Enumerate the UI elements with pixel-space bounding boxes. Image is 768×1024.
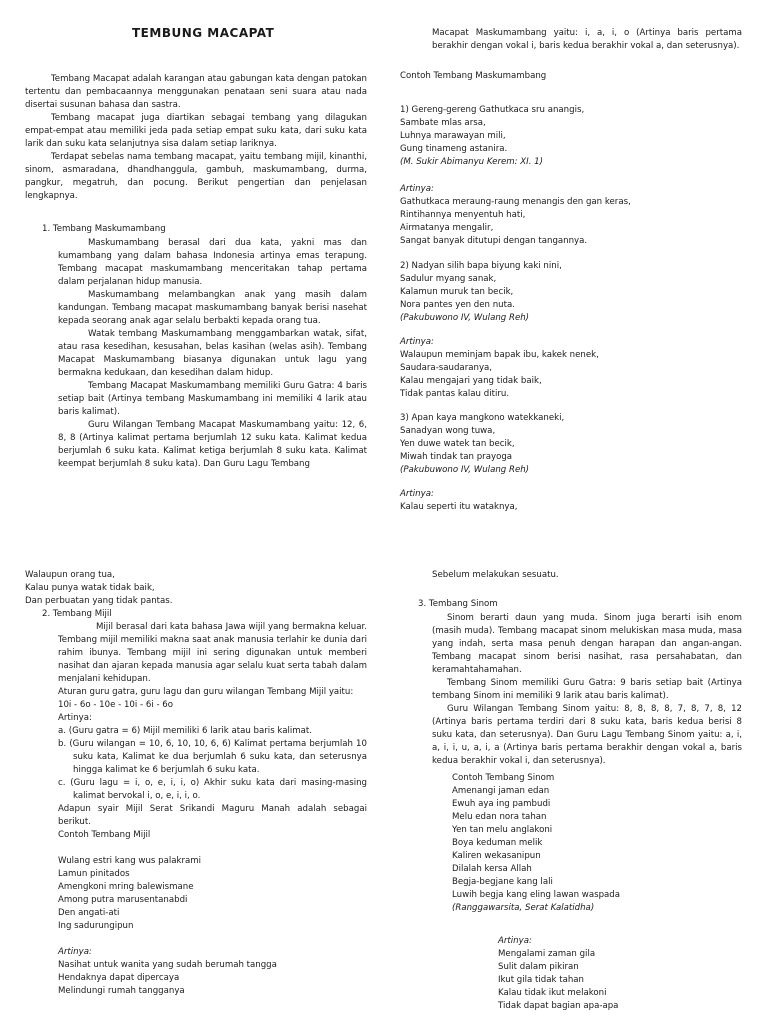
sinom-example xyxy=(452,772,620,915)
intro-section xyxy=(25,73,367,203)
mijil-rule-a: a. (Guru gatra = 6) Mijil memiliki 6 larik atau baris kalimat. xyxy=(58,726,313,736)
poem-line: Kaliren wekasanipun xyxy=(452,851,541,861)
mijil-rule-b: b. (Guru wilangan = 10, 6, 10, 10, 6, 6) Kalimat pertama berjumlah 10 suku kata, Kalimat ke dua berjumlah 6 suku kata, dan seterusnya hingga kalimat ke 6 berjumlah 6 suku kata. xyxy=(58,739,367,775)
maskumambang-paragraph-5: Guru Wilangan Tembang Macapat Maskumambang yaitu: 12, 6, 8, 8 (Artinya kalimat pertama berjumlah 12 suku kata. Kalimat kedua berjumlah 6 suku kata. Kalimat ketiga berjumlah 8 suku kata. Kalimat keempat berjumlah 8 suku kata). Dan Guru Lagu Tembang xyxy=(58,420,367,469)
poem-line: Boya keduman melik xyxy=(452,838,543,848)
translation-line: Sulit dalam pikiran xyxy=(498,962,579,972)
poem-line: Ewuh aya ing pambudi xyxy=(452,799,551,809)
poem-line: 2) Nadyan silih bapa biyung kaki nini, xyxy=(400,261,562,271)
artinya-label: Artinya: xyxy=(400,337,434,347)
sinom-paragraph-2: Tembang Sinom memiliki Guru Gatra: 9 baris setiap bait (Artinya tembang Sinom ini memiliki 9 larik atau baris kalimat). xyxy=(432,678,742,701)
translation-line: Walaupun meminjam bapak ibu, kakek nenek, xyxy=(400,350,599,360)
mijil-formula: 10i - 6o - 10e - 10i - 6i - 6o xyxy=(58,700,173,710)
poem-line: Nora pantes yen den nuta. xyxy=(400,300,515,310)
section-heading-maskumambang: 1. Tembang Maskumambang xyxy=(42,224,166,234)
poem-line: Lamun pinitados xyxy=(58,869,130,879)
translation-line: Ikut gila tidak tahan xyxy=(498,975,585,985)
poem-line: Kalamun muruk tan becik, xyxy=(400,287,514,297)
section-heading-mijil: 2. Tembang Mijil xyxy=(42,609,112,619)
maskumambang-translation-3 xyxy=(400,488,517,514)
maskumambang-translation-1 xyxy=(400,183,631,248)
artinya-label: Artinya: xyxy=(58,947,92,957)
translation-line: Tidak dapat bagian apa-apa xyxy=(498,1001,619,1011)
poem-line: Amengkoni mring balewismane xyxy=(58,882,194,892)
page-title: TEMBUNG MACAPAT xyxy=(132,26,275,40)
artinya-label: Artinya: xyxy=(498,936,532,946)
translation-line: Kalau tidak ikut melakoni xyxy=(498,988,607,998)
maskumambang-example-2 xyxy=(400,260,562,325)
poem-line: Miwah tindak tan prayoga xyxy=(400,452,513,462)
sinom-translation xyxy=(498,935,618,1013)
sinom-paragraph-3: Guru Wilangan Tembang Sinom yaitu: 8, 8, 8, 8, 7, 8, 7, 8, 12 (Artinya baris pertama terdiri dari 8 suku kata, baris kedua berisi 8 suku kata, dan seterusnya). Dan Guru Lagu Tembang Sinom yaitu: a, i, a, i, i, u, a, i, a (Artinya baris pertama berakhir dengan vokal a, baris kedua berakhir vokal i, dan seterusnya). xyxy=(432,704,742,766)
contoh-sinom-heading: Contoh Tembang Sinom xyxy=(452,773,555,783)
poem-line: Amenangi jaman edan xyxy=(452,786,550,796)
poem-line: 3) Apan kaya mangkono watekkaneki, xyxy=(400,413,565,423)
poem-line: Ing sadurungipun xyxy=(58,921,134,931)
intro-paragraph-3: Terdapat sebelas nama tembang macapat, yaitu tembang mijil, kinanthi, sinom, asmaradana, dhandhanggula, gambuh, maskumambang, durma, pangkur, megatruh, dan pocung. Berikut pengertian dan penjelasan lengkapnya. xyxy=(25,152,367,201)
mijil-aturan: Aturan guru gatra, guru lagu dan guru wilangan Tembang Mijil yaitu: xyxy=(58,687,354,697)
maskumambang-continued: Macapat Maskumambang yaitu: i, a, i, o (Artinya baris pertama berakhir dengan vokal i, baris kedua berakhir vokal a, dan seterusnya). xyxy=(432,28,742,51)
poem-line: Sambate mlas arsa, xyxy=(400,118,486,128)
poem-line: Gung tinameng astanira. xyxy=(400,144,508,154)
poem-line: Wulang estri kang wus palakrami xyxy=(58,856,202,866)
translation-line: Kalau mengajari yang tidak baik, xyxy=(400,376,542,386)
poem-line: Yen duwe watek tan becik, xyxy=(400,439,515,449)
intro-paragraph-2: Tembang macapat juga diartikan sebagai tembang yang dilagukan empat-empat atau memiliki jeda pada setiap empat suku kata, dari suku kata larik dan suku kata selanjutnya sisa dalam setiap lariknya. xyxy=(25,113,367,149)
poem-line: Den angati-ati xyxy=(58,908,120,918)
translation-line: Sangat banyak ditutupi dengan tangannya. xyxy=(400,236,588,246)
poem-line: Luwih begja kang eling lawan waspada xyxy=(452,890,621,900)
poem-source: (M. Sukir Abimanyu Kerem: XI. 1) xyxy=(400,157,543,167)
poem-line: Melu edan nora tahan xyxy=(452,812,547,822)
translation-line: Mengalami zaman gila xyxy=(498,949,596,959)
poem-line: Yen tan melu anglakoni xyxy=(452,825,553,835)
poem-source: (Pakubuwono IV, Wulang Reh) xyxy=(400,313,530,323)
sinom-body xyxy=(432,612,742,768)
artinya-label: Artinya: xyxy=(400,489,434,499)
poem-source: (Pakubuwono IV, Wulang Reh) xyxy=(400,465,530,475)
page2-col2-leadin: Sebelum melakukan sesuatu. xyxy=(432,570,559,580)
maskumambang-body xyxy=(58,237,367,471)
sinom-paragraph-1: Sinom berarti daun yang muda. Sinom juga berarti isih enom (masih muda). Tembang macapat sinom melukiskan masa muda, masa yang indah, serta masa penuh dengan harapan dan angan-angan. Tembang macapat sinom berisi nasihat, rasa persahabatan, dan keramahtahamahan. xyxy=(432,613,742,675)
maskumambang-paragraph-3: Watak tembang Maskumambang menggambarkan watak, sifat, atau rasa kesedihan, kesusahan, belas kasihan (welas asih). Tembang Macapat Maskumambang biasanya digunakan untuk lagu yang bermakna kedukaan, dan kesedihan dalam hidup. xyxy=(58,329,367,378)
translation-line: Saudara-saudaranya, xyxy=(400,363,493,373)
translation-line: Walaupun orang tua, xyxy=(25,570,115,580)
contoh-mijil-heading: Contoh Tembang Mijil xyxy=(58,830,151,840)
translation-line: Hendaknya dapat dipercaya xyxy=(58,973,180,983)
poem-line: Luhnya marawayan mili, xyxy=(400,131,506,141)
maskumambang-example-1 xyxy=(400,104,584,169)
poem-line: Sanadyan wong tuwa, xyxy=(400,426,496,436)
translation-line: Melindungi rumah tangganya xyxy=(58,986,185,996)
poem-line: Sadulur myang sanak, xyxy=(400,274,497,284)
mijil-paragraph-1: Mijil berasal dari kata bahasa Jawa wijil yang bermakna keluar. Tembang mijil memiliki makna saat anak manusia terlahir ke dunia dari rahim ibunya. Tembang mijil ini sering digunakan untuk memberi nasihat dan ajaran kepada manusia agar selalu kuat serta tabah dalam menjalani kehidupan. xyxy=(58,622,367,684)
translation-line: Dan perbuatan yang tidak pantas. xyxy=(25,596,173,606)
translation-line: Rintihannya menyentuh hati, xyxy=(400,210,526,220)
artinya-label: Artinya: xyxy=(400,184,434,194)
mijil-artinya: Artinya: xyxy=(58,713,92,723)
poem-line: Among putra marusentanabdi xyxy=(58,895,188,905)
page2-leadin xyxy=(25,569,173,608)
translation-line: Kalau seperti itu wataknya, xyxy=(400,502,518,512)
mijil-adapun: Adapun syair Mijil Serat Srikandi Maguru Manah adalah sebagai berikut. xyxy=(58,804,367,827)
contoh-maskumambang-heading: Contoh Tembang Maskumambang xyxy=(400,71,547,81)
mijil-rule-c: c. (Guru lagu = i, o, e, i, i, o) Akhir suku kata dari masing-masing kalimat bervokal i, o, e, i, i, o. xyxy=(58,778,367,801)
translation-line: Kalau punya watak tidak baik, xyxy=(25,583,155,593)
translation-line: Airmatanya mengalir, xyxy=(400,223,494,233)
intro-paragraph-1: Tembang Macapat adalah karangan atau gabungan kata dengan patokan tertentu dan pembacaannya menggunakan penataan seni suara atau nada disertai susunan bahasa dan sastra. xyxy=(25,74,367,110)
maskumambang-paragraph-2: Maskumambang melambangkan anak yang masih dalam kandungan. Tembang macapat maskumambang banyak berisi nasehat kepada seorang anak agar selalu berbakti kepada orang tua. xyxy=(58,290,367,326)
translation-line: Nasihat untuk wanita yang sudah berumah tangga xyxy=(58,960,277,970)
maskumambang-translation-2 xyxy=(400,336,599,401)
maskumambang-example-3 xyxy=(400,412,564,477)
poem-line: 1) Gereng-gereng Gathutkaca sru anangis, xyxy=(400,105,585,115)
poem-source: (Ranggawarsita, Serat Kalatidha) xyxy=(452,903,595,913)
section-heading-sinom: 3. Tembang Sinom xyxy=(418,599,498,609)
translation-line: Gathutkaca meraung-raung menangis den gan keras, xyxy=(400,197,631,207)
maskumambang-paragraph-4: Tembang Macapat Maskumambang memiliki Guru Gatra: 4 baris setiap bait (Artinya tembang Maskumambang ini memiliki 4 larik atau baris kalimat). xyxy=(58,381,367,417)
maskumambang-paragraph-1: Maskumambang berasal dari dua kata, yakni mas dan kumambang yang dalam bahasa Indonesia artinya emas terapung. Tembang macapat maskumambang menceritakan tahap pertama dalam perjalanan hidup manusia. xyxy=(58,238,367,287)
mijil-body xyxy=(58,621,367,998)
poem-line: Dilalah kersa Allah xyxy=(452,864,532,874)
translation-line: Tidak pantas kalau ditiru. xyxy=(400,389,510,399)
poem-line: Begja-begjane kang lali xyxy=(452,877,553,887)
